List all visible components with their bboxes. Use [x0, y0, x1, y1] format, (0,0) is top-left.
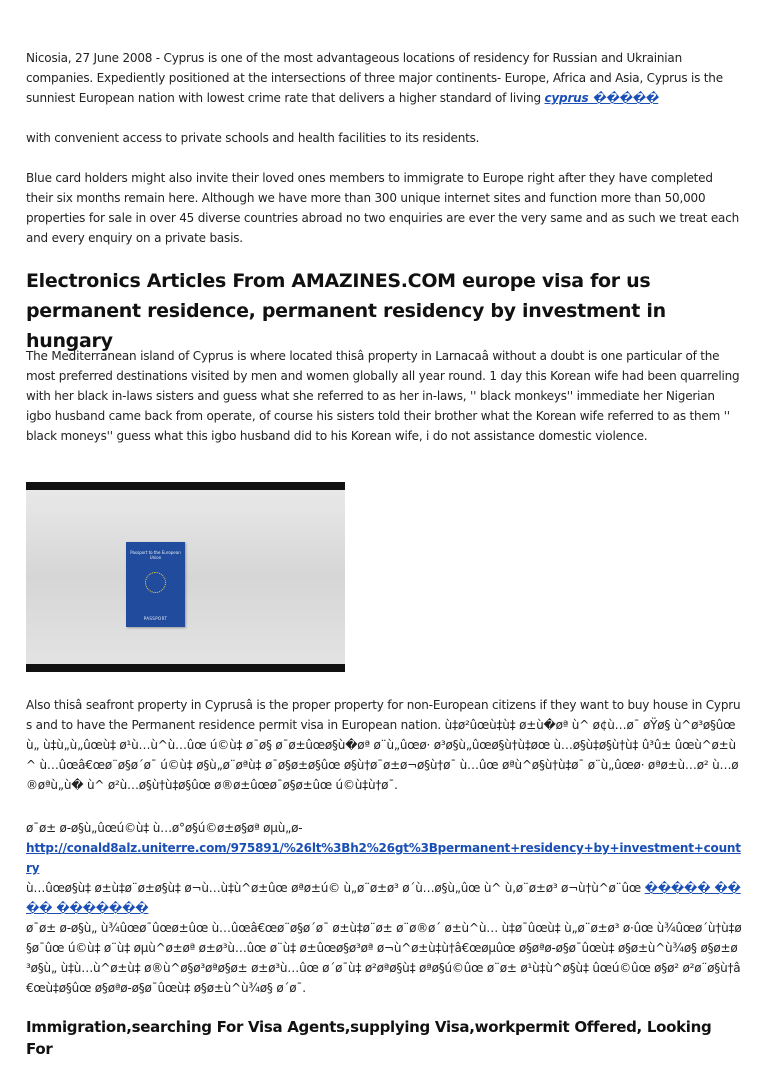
paragraph-intro-text: Nicosia, 27 June 2008 - Cyprus is one of the most advantageous locations of residency for Russian and Ukrainian companies. Expediently positioned at the intersections of three major continents- Europe, Africa and Asia, Cyprus is the sunniest European nation with lowest crime rate that delivers a higher standard of living [26, 51, 723, 105]
paragraph-seafront-garbled: ù‡ø²ûœù‡ù‡ ø±ù�øª ù^ ø¢ù…ø¯ øŸø§ ù^ø³ø§ûœù„ ù‡ù„ù„ûœù‡ ø¹ù…ù^ù…ûœ ú©ù‡ ø¯ø§ ø¯ø±ûœø§ù�øª ø¨ù„ûœø· ø³ø§ù„ûœø§ù†ù‡øœ ù…ø§ù‡ø§ù†ù‡ û³û± ûœù^ø±ù^ ù…ûœâ€œø¨ø§ø´ø¯ ú©ù‡ ø§ù„ø¨øªù‡ ø¯ø§ø±ø§ûœ ø§ù†ø¯ø±ø¬ø§ù†ø¯ ù…ûœ øªù^ø§ù†ù‡ø¯ ø¨ù„ûœø· øªø±ù…ø² ù…ø®øªù„ù� ù^ ø²ù…ø§ù†ù‡ø§ûœ ø®ø±ûœø¯ø§ø±ûœ ú©ù‡ù†ø¯. [26, 718, 739, 792]
video-bottom-bar [26, 664, 345, 672]
passport-label: PASSPORT [143, 616, 168, 621]
paragraph-garbled: ø¯ø± ø-ø§ù„ ù¾ûœø¯ûœø±ûœ ù…ûœâ€œø¨ø§ø´ø¯ ø±ù‡ø¨ø± ø¨ø®ø´ ø±ù^ù… ù‡ø¯ûœù‡ ù„ø¨ø±ø³ ø·ûœ ù¾ûœø´ù†ù‡ø§ø¯ûœ ú©ù‡ ø¨ù‡ øµù^ø±øª ø±ø³ù…ûœ ø¨ù‡ ø±ûœø§ø³øª ø¬ù^ø±ù‡ù†â€œøµûœ ø§øªø-ø§ø¯ûœù‡ ø§ø±ù^ù¾ø§ ø§ø±ø³ø§ù„ ù‡ù…ù^ø±ù‡ ø®ù^ø§ø³øªø§ø± ø±ø³ù…ûœ ø´ø¯ù‡ ø²øªø§ù‡ øªø§ú©ûœ ø¨ø± ø¹ù‡ù^ø§ù‡ ûœú©ûœ ø§ø² ø²ø¨ø§ù†â€œù‡ø§ûœ ø§øªø-ø§ø¯ûœù‡ ø§ø±ù^ù¾ø§ ø´ø¯. [26, 921, 742, 995]
paragraph-access: with convenient access to private schools and health facilities to its residents. [26, 131, 480, 145]
paragraph-intro [26, 48, 742, 108]
paragraph-blue-card: Blue card holders might also invite their loved ones members to immigrate to Europe right after they have completed their six months remain here. Although we have more than 300 unique internet sites and function more than 50,000 properties for sale in over 45 diverse countries abroad no two enquiries are ever the very same and as such we treat each and every enquiry on a private basis. [26, 171, 740, 245]
passport-title: Passport to the European Union [130, 550, 181, 560]
eu-stars-icon [145, 572, 166, 593]
paragraph-links [26, 818, 742, 918]
video-thumbnail[interactable] [26, 482, 345, 672]
paragraph-seafront [26, 695, 742, 795]
paragraph-links-mid: ù…ûœø§ù‡ ø±ù‡ø¨ø±ø§ù‡ ø¬ù…ù‡ù^ø±ûœ øªø±ú© ù„ø¨ø±ø³ ø´ù…ø§ù„ûœ ù^ ù‚ø¨ø±ø³ ø¬ù†ù^ø¨ûœ [26, 881, 645, 895]
paragraph-seafront-text: Also thisâ seafront property in Cyprusâ is the proper property for non-European citizens if they want to buy house in Cyprus and to have the Permanent residence permit visa in European nation. [26, 698, 741, 732]
paragraph-mediterranean: The Mediterranean island of Cyprus is where located thisâ property in Larnacaâ without a doubt is one particular of the most preferred destinations visited by men and women globally all year round. 1 day this Korean wife had been quarreling with her black in-laws sisters and guess what she referred to as her in-laws, '' black monkeys'' immediate her Nigerian igbo husband came back from operate, of course his sisters told their brother what the Korean wife referred to as them '' black moneys'' guess what this igbo husband did to his Korean wife, i do not assistance domestic violence. [26, 349, 740, 443]
immigration-heading: Immigration,searching For Visa Agents,supplying Visa,workpermit Offered, Looking For [26, 1018, 712, 1058]
foreign-keyword-link[interactable]: ����� ���� ������� [26, 881, 741, 915]
cyprus-keyword-link[interactable]: cyprus ����� [544, 91, 659, 105]
conald-url-link[interactable]: http://conald8alz.uniterre.com/975891/%26lt%3Bh2%26gt%3Bpermanent+residency+by+investment+country [26, 841, 741, 875]
article-heading: Electronics Articles From AMAZINES.COM europe visa for us permanent residence, permanent residency by investment in hungary [26, 270, 666, 352]
passport-image [126, 542, 185, 627]
paragraph-links-lead: ø¯ø± ø-ø§ù„ûœú©ù‡ ù…ø°ø§ú©ø±ø§øª øµù„ø- [26, 821, 303, 835]
